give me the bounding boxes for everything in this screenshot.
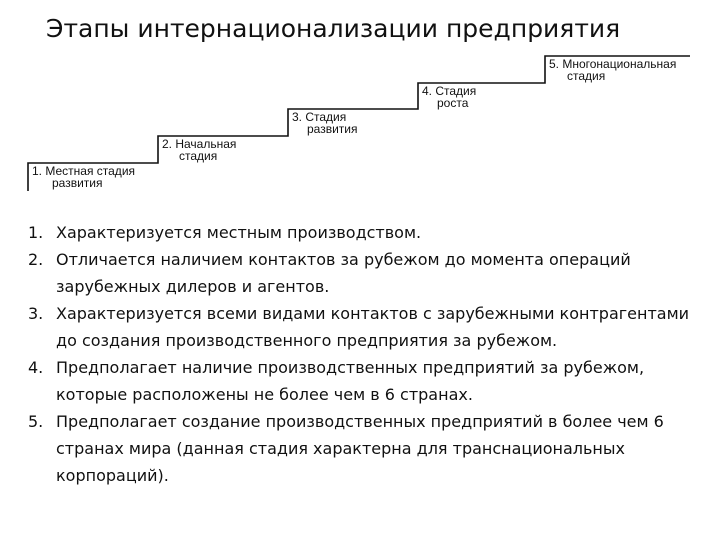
description-number: 4. [28, 358, 44, 377]
stage-5-clip [545, 56, 690, 88]
stage-2-label [162, 138, 236, 162]
stage-5-line2: стадия [567, 69, 606, 83]
stage-5-label [549, 58, 676, 82]
stage-3-line2: развития [307, 122, 358, 136]
description-text: Характеризуется всеми видами контактов с зарубежными контрагентами до создания производственного предприятия за рубежом. [56, 304, 690, 350]
description-text: Предполагает создание производственных предприятий в более чем 6 странах мира (данная стадия характерна для транснациональных корпораций). [56, 412, 664, 485]
stage-4-label [422, 85, 476, 109]
description-text: Характеризуется местным производством. [56, 223, 422, 242]
description-number: 3. [28, 304, 44, 323]
stage-1-line2: развития [52, 176, 103, 190]
description-number: 1. [28, 223, 44, 242]
description-number: 5. [28, 412, 44, 431]
description-text: Отличается наличием контактов за рубежом до момента операций зарубежных дилеров и агентов. [56, 250, 631, 296]
description-text: Предполагает наличие производственных предприятий за рубежом, которые расположены не более чем в 6 странах. [56, 358, 645, 404]
stage-2-line1: 2. Начальная [162, 137, 237, 151]
page-title: Этапы интернационализации предприятия [46, 14, 621, 43]
stage-3-line1: 3. Стадия [292, 110, 347, 124]
description-item-3 [28, 300, 696, 354]
description-item-4 [28, 354, 696, 408]
stage-1-line1: 1. Местная стадия [32, 164, 136, 178]
stage-2-line2: стадия [179, 149, 218, 163]
stage-4-line1: 4. Стадия [422, 84, 477, 98]
description-item-1 [28, 219, 696, 246]
stage-3-label [292, 111, 358, 135]
description-item-2 [28, 246, 696, 300]
description-number: 2. [28, 250, 44, 269]
stage-1-label [32, 165, 135, 189]
stage-descriptions-list [28, 219, 696, 489]
description-item-5 [28, 408, 696, 489]
stage-4-line2: роста [437, 96, 469, 110]
stage-5-line1: 5. Многонациональная [549, 57, 677, 71]
